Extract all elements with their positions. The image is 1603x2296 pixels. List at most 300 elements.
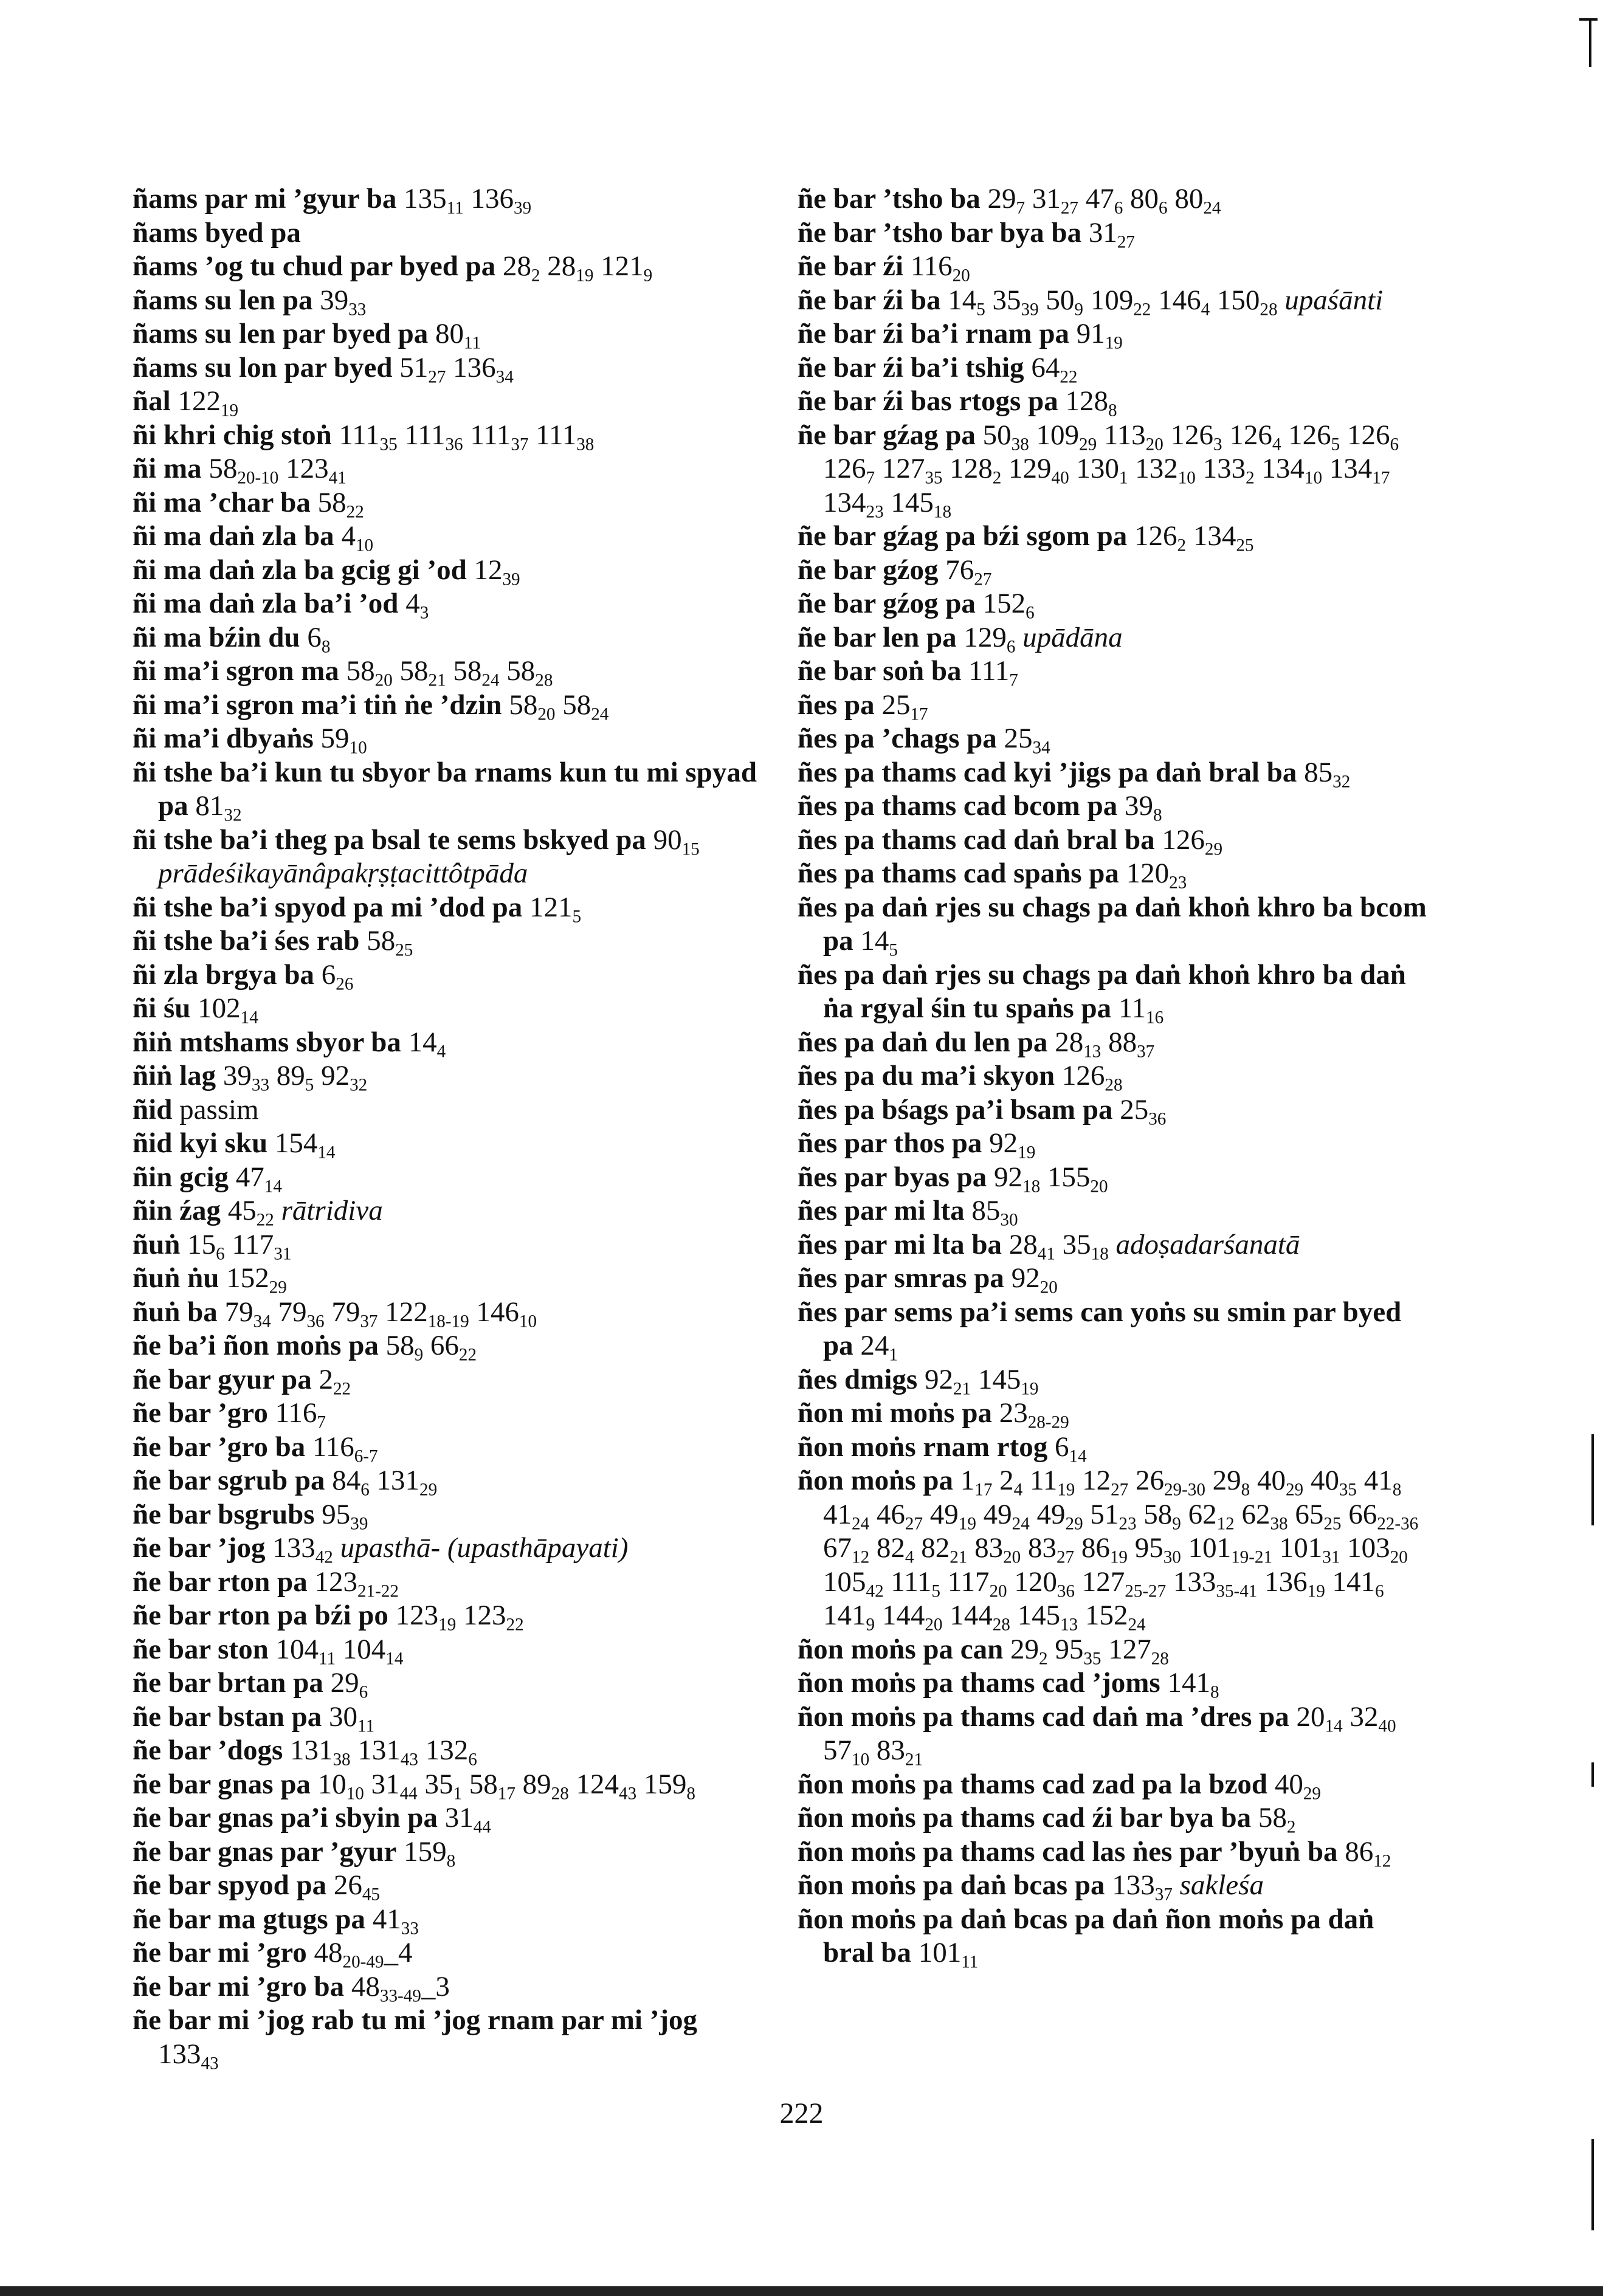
entry-headword: ñams par mi ’gyur ba <box>133 183 397 215</box>
entry-headword: ñes pa bśags pa’i bsam pa <box>798 1093 1113 1126</box>
index-entry <box>798 1194 1430 1228</box>
index-entry <box>133 689 765 723</box>
page-number: 222 <box>779 2097 824 2129</box>
index-entry <box>798 891 1430 958</box>
entry-references: $45_{22}$ <box>227 1195 274 1230</box>
entry-headword: ñiṅ lag <box>133 1060 216 1091</box>
entry-references: $92_{21}$ $145_{19}$ <box>924 1363 1039 1398</box>
index-entry <box>133 1464 765 1498</box>
entry-references: $85_{30}$ <box>971 1195 1018 1230</box>
entry-headword: ñuṅ ba <box>133 1296 218 1328</box>
entry-references: $59_{10}$ <box>320 723 367 758</box>
entry-headword: ñon moṅs pa daṅ bcas pa daṅ ñon moṅs pa daṅ bral ba <box>798 1903 1374 1968</box>
entry-headword: ñuṅ ṅu <box>133 1262 219 1294</box>
entry-references: $116_{20}$ <box>910 250 970 286</box>
index-entry <box>798 621 1430 655</box>
index-entry <box>798 655 1430 689</box>
index-entry <box>798 1835 1430 1869</box>
index-entry <box>133 756 765 823</box>
index-entry <box>798 554 1430 588</box>
entry-references: $152_6$ <box>982 588 1035 623</box>
entry-headword: ñe bar źi <box>798 250 904 282</box>
entry-references: $58_{20-10}$ $123_{41}$ <box>209 453 346 488</box>
entry-references: $14_4$ <box>408 1026 446 1061</box>
entry-references: $58_{20}$ $58_{21}$ $58_{24}$ $58_{28}$ <box>346 655 553 690</box>
entry-headword: ñi ma daṅ zla ba gcig gi ’od <box>133 554 467 586</box>
entry-headword: ñes pa thams cad bcom pa <box>798 790 1118 822</box>
index-entry <box>133 1633 765 1667</box>
entry-references: $25_{34}$ <box>1004 723 1050 758</box>
scan-mark-top-right <box>1589 18 1591 67</box>
entry-references: $111_7$ <box>968 655 1018 690</box>
index-entry <box>798 419 1430 520</box>
entry-headword: ñi tshe ba’i spyod pa mi ’dod pa <box>133 891 523 923</box>
entry-headword: ñes pa daṅ rjes su chags pa daṅ khoṅ khro ba daṅ ṅa rgyal śin tu spaṅs pa <box>798 958 1406 1024</box>
index-entry <box>133 1566 765 1600</box>
index-entry <box>798 1161 1430 1195</box>
entry-references: $76_{27}$ <box>945 554 992 589</box>
entry-sanskrit-gloss: upasthā- (upasthāpayati) <box>340 1532 629 1564</box>
entry-references: $28_{41}$ $35_{18}$ <box>1008 1228 1109 1263</box>
index-entry <box>133 823 765 891</box>
index-entry <box>798 1228 1430 1262</box>
entry-headword: ñe bar ’tsho bar bya ba <box>798 216 1082 249</box>
entry-headword: ñes par thos pa <box>798 1127 982 1159</box>
index-entry <box>798 317 1430 351</box>
index-entry <box>798 1700 1430 1768</box>
entry-references: $131_{38}$ $131_{43}$ $132_6$ <box>289 1734 477 1770</box>
index-entry <box>133 1397 765 1431</box>
entry-headword: ñi ma’i sgron ma’i tiṅ ṅe ’dzin <box>133 689 502 721</box>
entry-references: $101_{11}$ <box>918 1937 979 1972</box>
entry-headword: ñe bar źi bas rtogs pa <box>798 385 1058 417</box>
entry-references: $24_1$ <box>860 1330 898 1365</box>
index-entry <box>133 1700 765 1734</box>
entry-headword: ñes pa <box>798 689 875 721</box>
index-entry <box>133 1801 765 1835</box>
entry-headword: ñe bar źi ba’i rnam pa <box>798 318 1069 349</box>
index-entry <box>133 1262 765 1296</box>
entry-headword: ñi ma’i dbyaṅs <box>133 723 314 754</box>
index-entry <box>133 1734 765 1768</box>
entry-references: $123_{19}$ $123_{22}$ <box>395 1600 524 1635</box>
entry-headword: ñe bar gnas par ’gyur <box>133 1835 397 1868</box>
entry-references: $152_{29}$ <box>226 1262 287 1298</box>
entry-references: $86_{12}$ <box>1345 1835 1391 1871</box>
entry-references: $116_{6-7}$ <box>312 1431 378 1466</box>
entry-references: $4_3$ <box>405 588 429 623</box>
index-entry <box>798 1262 1430 1296</box>
entry-headword: ñi tshe ba’i kun tu sbyor ba rnams kun tu mi spyad pa <box>133 756 757 822</box>
entry-headword: ñes pa daṅ du len pa <box>798 1026 1048 1058</box>
entry-references: $133_{37}$ <box>1112 1869 1173 1905</box>
index-entry <box>798 789 1430 823</box>
entry-headword: ñes pa du ma’i skyon <box>798 1060 1055 1091</box>
entry-headword: ñi khri chig stoṅ <box>133 419 332 451</box>
entry-references: $135_{11}$ $136_{39}$ <box>404 183 532 218</box>
index-entry <box>798 823 1430 858</box>
index-entry <box>798 1768 1430 1802</box>
index-entry <box>133 520 765 554</box>
entry-references: $116_7$ <box>275 1397 326 1432</box>
entry-headword: ñe bar soṅ ba <box>798 655 962 687</box>
index-entry <box>133 1936 765 1970</box>
entry-references: $122_{19}$ <box>178 385 239 421</box>
entry-headword: ñal <box>133 385 171 417</box>
entry-headword: ñe bar mi ’jog rab tu mi ’jog rnam par mi ’jog <box>133 2004 698 2036</box>
entry-headword: ñon moṅs pa <box>798 1465 953 1496</box>
entry-headword: ñe bar gnas pa’i sbyin pa <box>133 1802 438 1834</box>
index-entry <box>133 452 765 486</box>
index-entry <box>798 250 1430 284</box>
entry-references: $92_{18}$ $155_{20}$ <box>994 1161 1108 1196</box>
index-entry <box>798 1296 1430 1363</box>
entry-headword: ñon moṅs pa thams cad zad pa la bzod <box>798 1768 1268 1800</box>
entry-references: $90_{15}$ <box>653 823 700 859</box>
entry-references: $31_{44}$ <box>444 1802 491 1837</box>
entry-headword: ñe bar rton pa <box>133 1566 308 1598</box>
entry-references: $23_{28-29}$ <box>999 1397 1069 1432</box>
entry-headword: ñe bar gnas pa <box>133 1768 311 1800</box>
entry-references: $4_{10}$ <box>341 520 374 555</box>
entry-references: $25_{36}$ <box>1120 1093 1167 1129</box>
index-entry <box>798 385 1430 419</box>
index-entry <box>798 857 1430 891</box>
index-entry <box>798 1363 1430 1397</box>
entry-references: $48_{33-49}\_3$ <box>351 1970 450 2006</box>
index-entry <box>133 924 765 958</box>
index-entry <box>133 1498 765 1532</box>
entry-references: $31_{27}$ <box>1088 216 1135 252</box>
index-entry <box>133 1228 765 1262</box>
entry-references: $85_{32}$ <box>1304 756 1351 791</box>
entry-sanskrit-gloss: adoṣadarśanatā <box>1115 1228 1300 1260</box>
entry-references: $154_{14}$ <box>274 1127 336 1163</box>
entry-references: $6_8$ <box>307 621 331 656</box>
entry-headword: ñi ma <box>133 453 202 484</box>
entry-headword: ñon moṅs pa thams cad las ṅes par ’byuṅ ba <box>798 1835 1338 1868</box>
entry-headword: ñin gcig <box>133 1161 229 1193</box>
index-entry <box>798 216 1430 250</box>
index-entry <box>798 1633 1430 1667</box>
entry-references: $95_{39}$ <box>322 1498 368 1533</box>
entry-headword: ñes pa thams cad kyi ’jigs pa daṅ bral ba <box>798 756 1297 788</box>
entry-references: $30_{11}$ <box>329 1700 375 1736</box>
entry-sanskrit-gloss: upaśānti <box>1284 284 1384 316</box>
index-entry <box>133 250 765 284</box>
entry-references: $6_{14}$ <box>1055 1431 1087 1466</box>
index-entry <box>133 992 765 1026</box>
entry-sanskrit-gloss: prādeśikayānâpakṛṣṭacittôtpāda <box>158 858 528 889</box>
entry-headword: ñams byed pa <box>133 216 301 249</box>
entry-headword: ñes par mi lta <box>798 1195 965 1226</box>
entry-headword: ñon moṅs rnam rtog <box>798 1431 1048 1463</box>
index-entry <box>798 1059 1430 1093</box>
entry-headword: ñams ’og tu chud par byed pa <box>133 250 496 282</box>
index-entry <box>133 2004 765 2071</box>
index-entry <box>133 1161 765 1195</box>
entry-references: $1_{17}$ $2_4$ $11_{19}$ $12_{27}$ $26_{29-30}$ $29_8$ $40_{29}$ $40_{35}$ $41_8$ $41_{24}$ $46_{27}$ $49_{19}$ $49_{24}$ $49_{29}$ $51_{23}$ $58_9$ $62_{12}$ $62_{38}$ $65_{25}$ $66_{22-36}$ $67_{12}$ $82_4$ $82_{21}$ $83_{20}$ $83_{27}$ $86_{19}$ $95_{30}$ $101_{19-21}$ $101_{31}$ $103_{20}$ $105_{42}$ $111_5$ $117_{20}$ $120_{36}$ $127_{25-27}$ $133_{35-41}$ $136_{19}$ $141_6$ $141_9$ $144_{20}$ $144_{28}$ $145_{13}$ $152_{24}$ <box>823 1465 1419 1635</box>
entry-references: $10_{10}$ $31_{44}$ $35_1$ $58_{17}$ $89_{28}$ $124_{43}$ $159_8$ <box>317 1768 695 1803</box>
index-entry <box>133 1363 765 1397</box>
entry-references: $47_{14}$ <box>235 1161 282 1196</box>
entry-references: $129_6$ <box>964 621 1016 656</box>
index-entry <box>133 1970 765 2004</box>
entry-references: $25_{17}$ <box>881 689 928 724</box>
entry-references: $48_{20-49}\_4$ <box>314 1937 413 1972</box>
entry-references: $58_{25}$ <box>367 925 413 960</box>
index-entry <box>133 587 765 621</box>
entry-headword: ñe bar sgrub pa <box>133 1465 325 1496</box>
entry-headword: ñe bar brtan pa <box>133 1667 323 1699</box>
entry-headword: ñe bar gźag pa <box>798 419 976 451</box>
index-column-left <box>133 182 765 2071</box>
entry-headword: ñe bar spyod pa <box>133 1869 327 1901</box>
entry-references: $58_2$ <box>1258 1802 1296 1837</box>
index-entry <box>133 621 765 655</box>
entry-headword: ñe bar ’gro ba <box>133 1431 306 1463</box>
entry-headword: ñes par byas pa <box>798 1161 987 1193</box>
entry-headword: ñin źag <box>133 1195 221 1226</box>
index-entry <box>133 554 765 588</box>
entry-headword: ñe bar gźag pa bźi sgom pa <box>798 520 1128 552</box>
entry-references: $50_{38}$ $109_{29}$ $113_{20}$ $126_3$ $126_4$ $126_5$ $126_6$ $126_7$ $127_{35}$ $128_2$ $129_{40}$ $130_1$ $132_{10}$ $133_2$ $134_{10}$ $134_{17}$ $134_{23}$ $145_{18}$ <box>823 419 1399 521</box>
entry-headword: ñe bar gyur pa <box>133 1363 312 1395</box>
index-entry <box>133 722 765 756</box>
index-entry <box>798 1127 1430 1161</box>
scan-mark-right-2 <box>1591 1762 1594 1787</box>
entry-headword: ñams su lon par byed <box>133 351 393 383</box>
entry-headword: ñe bar ston <box>133 1633 269 1665</box>
entry-references: $26_{45}$ <box>333 1869 380 1905</box>
entry-headword: ñi tshe ba’i theg pa bsal te sems bskyed pa <box>133 823 646 856</box>
entry-references: $128_8$ <box>1065 385 1117 421</box>
entry-headword: ñe bar źi ba <box>798 284 941 316</box>
entry-references: $81_{32}$ <box>195 790 242 825</box>
entry-headword: ñe bar mi ’gro <box>133 1937 307 1968</box>
entry-headword: ñe ba’i ñon moṅs pa <box>133 1330 379 1361</box>
entry-references: $14_5$ $35_{39}$ $50_9$ $109_{22}$ $146_4$ $150_{28}$ <box>948 284 1278 319</box>
index-entry <box>133 891 765 925</box>
entry-references: $104_{11}$ $104_{14}$ <box>275 1633 404 1668</box>
entry-references: $126_2$ $134_{25}$ <box>1134 520 1254 555</box>
entry-headword: ñon moṅs pa daṅ bcas pa <box>798 1869 1105 1901</box>
entry-references: $29_2$ $95_{35}$ $127_{28}$ <box>1010 1633 1169 1668</box>
entry-headword: ñi tshe ba’i śes rab <box>133 925 360 957</box>
entry-references: $58_9$ $66_{22}$ <box>385 1330 477 1365</box>
index-entry <box>133 1431 765 1465</box>
entry-references: $159_8$ <box>404 1835 456 1871</box>
index-column-right <box>798 182 1430 1970</box>
entry-headword: ñiṅ mtshams sbyor ba <box>133 1026 401 1058</box>
index-entry <box>133 1059 765 1093</box>
entry-references: $121_5$ <box>529 891 582 926</box>
entry-references: $41_{33}$ <box>372 1903 419 1938</box>
entry-references: $6_{26}$ <box>321 958 354 994</box>
entry-references: $58_{20}$ $58_{24}$ <box>509 689 609 724</box>
entry-headword: ñe bar gźog <box>798 554 939 586</box>
entry-references: $29_7$ $31_{27}$ $47_6$ $80_6$ $80_{24}$ <box>987 183 1221 218</box>
entry-headword: ñe bar ’gro <box>133 1397 268 1429</box>
entry-references: $28_2$ $28_{19}$ $121_9$ <box>502 250 653 286</box>
entry-references: $133_{43}$ <box>158 2038 219 2073</box>
entry-sanskrit-gloss: rātridiva <box>281 1195 383 1226</box>
entry-references: $111_{35}$ $111_{36}$ $111_{37}$ $111_{38}$ <box>339 419 595 454</box>
entry-references: $29_6$ <box>330 1667 368 1702</box>
scan-mark-right-1 <box>1591 1434 1594 1525</box>
index-entry <box>798 1397 1430 1431</box>
entry-headword: ñes par smras pa <box>798 1262 1004 1294</box>
entry-references: $102_{14}$ <box>198 992 258 1028</box>
index-entry <box>798 722 1430 756</box>
index-entry <box>133 419 765 453</box>
index-entry <box>133 1768 765 1802</box>
entry-references: $40_{29}$ <box>1274 1768 1321 1803</box>
entry-headword: ñi zla brgya ba <box>133 958 315 991</box>
entry-sanskrit-gloss: upādāna <box>1022 621 1123 653</box>
entry-references: $12_{39}$ <box>474 554 520 589</box>
index-entry <box>798 958 1430 1026</box>
entry-references: $64_{22}$ <box>1031 351 1078 387</box>
index-entry <box>133 351 765 385</box>
entry-headword: ñe bar ma gtugs pa <box>133 1903 366 1935</box>
entry-references: $11_{16}$ <box>1118 992 1164 1028</box>
entry-headword: ñi ma’i sgron ma <box>133 655 339 687</box>
index-entry <box>798 520 1430 554</box>
index-entry <box>133 385 765 419</box>
index-entry <box>798 756 1430 790</box>
index-entry <box>133 1531 765 1566</box>
entry-references: $120_{23}$ <box>1126 858 1187 893</box>
index-entry <box>798 284 1430 318</box>
entry-references: $133_{42}$ <box>272 1532 333 1567</box>
index-entry <box>133 317 765 351</box>
entry-references: $123_{21-22}$ <box>314 1566 399 1601</box>
entry-headword: ñuṅ <box>133 1228 181 1260</box>
index-entry <box>133 182 765 216</box>
index-entry <box>798 1666 1430 1700</box>
index-entry <box>133 1869 765 1903</box>
scan-mark-right-3 <box>1591 2139 1594 2230</box>
index-entry <box>798 1431 1430 1465</box>
index-entry <box>133 1903 765 1937</box>
entry-headword: ñe bar ’dogs <box>133 1734 283 1766</box>
index-entry <box>133 1194 765 1228</box>
scan-bottom-edge <box>0 2286 1603 2296</box>
index-entry <box>798 689 1430 723</box>
index-entry <box>133 1127 765 1161</box>
index-entry <box>133 1835 765 1869</box>
entry-references: passim <box>179 1093 259 1126</box>
entry-references: $126_{28}$ <box>1061 1060 1123 1095</box>
index-entry <box>133 1599 765 1633</box>
entry-headword: ñi ma daṅ zla ba <box>133 520 334 552</box>
entry-headword: ñes pa ’chags pa <box>798 723 997 754</box>
entry-references: $80_{11}$ <box>435 318 481 353</box>
entry-headword: ñes par sems pa’i sems can yoṅs su smin par byed pa <box>798 1296 1402 1361</box>
entry-headword: ñams su len par byed pa <box>133 318 429 349</box>
entry-references: $126_{29}$ <box>1162 823 1223 859</box>
index-entry <box>133 1093 765 1127</box>
index-entry <box>133 958 765 992</box>
entry-references: $15_6$ $117_{31}$ <box>187 1228 292 1263</box>
entry-references: $58_{22}$ <box>317 486 364 521</box>
entry-headword: ñe bar gźog pa <box>798 588 976 619</box>
entry-headword: ñon moṅs pa thams cad daṅ ma ’dres pa <box>798 1700 1289 1733</box>
entry-references: $39_8$ <box>1124 790 1162 825</box>
index-entry <box>798 1026 1430 1060</box>
entry-references: $51_{27}$ $136_{34}$ <box>399 351 514 387</box>
index-entry <box>798 1903 1430 1970</box>
entry-references: $28_{13}$ $88_{37}$ <box>1055 1026 1155 1061</box>
index-entry <box>133 1666 765 1700</box>
entry-headword: ñe bar rton pa bźi po <box>133 1600 388 1631</box>
index-entry <box>798 1093 1430 1127</box>
index-entry <box>798 1801 1430 1835</box>
entry-headword: ñes pa daṅ rjes su chags pa daṅ khoṅ khro ba bcom pa <box>798 891 1427 957</box>
entry-references: $39_{33}$ <box>320 284 367 319</box>
index-entry <box>133 216 765 250</box>
index-entry <box>133 284 765 318</box>
entry-headword: ñe bar mi ’gro ba <box>133 1970 345 2002</box>
entry-headword: ñe bar źi ba’i tshig <box>798 351 1024 383</box>
entry-headword: ñid kyi sku <box>133 1127 268 1159</box>
entry-headword: ñes dmigs <box>798 1363 918 1395</box>
entry-references: $2_{22}$ <box>319 1363 351 1398</box>
entry-headword: ñe bar ’tsho ba <box>798 183 981 215</box>
index-entry <box>798 182 1430 216</box>
scan-mark-top-right-bar <box>1579 18 1598 21</box>
entry-headword: ñes pa thams cad spaṅs pa <box>798 858 1119 889</box>
entry-headword: ñi ma ’char ba <box>133 486 311 518</box>
entry-headword: ñon moṅs pa thams cad źi bar bya ba <box>798 1802 1252 1834</box>
entry-references: $91_{19}$ <box>1076 318 1123 353</box>
entry-headword: ñon moṅs pa can <box>798 1633 1004 1665</box>
entry-references: $92_{19}$ <box>989 1127 1036 1163</box>
entry-references: $141_8$ <box>1167 1667 1219 1702</box>
entry-headword: ñes pa thams cad daṅ bral ba <box>798 823 1155 856</box>
entry-headword: ñe bar len pa <box>798 621 957 653</box>
entry-sanskrit-gloss: sakleśa <box>1179 1869 1264 1901</box>
entry-headword: ñams su len pa <box>133 284 313 316</box>
index-entry <box>798 587 1430 621</box>
entry-headword: ñon moṅs pa thams cad ’joms <box>798 1667 1160 1699</box>
index-entry <box>798 1464 1430 1633</box>
index-entry <box>798 351 1430 385</box>
entry-references: $79_{34}$ $79_{36}$ $79_{37}$ $122_{18-19}$ $146_{10}$ <box>224 1296 537 1331</box>
entry-references: $92_{20}$ <box>1011 1262 1058 1298</box>
index-entry <box>798 1869 1430 1903</box>
entry-headword: ñi śu <box>133 992 191 1024</box>
entry-references: $14_5$ <box>860 925 898 960</box>
index-entry <box>133 1296 765 1330</box>
entry-headword: ñi ma bźin du <box>133 621 300 653</box>
entry-headword: ñon mi moṅs pa <box>798 1397 992 1429</box>
index-entry <box>133 486 765 520</box>
entry-headword: ñes par mi lta ba <box>798 1228 1002 1260</box>
entry-references: $20_{14}$ $32_{40}$ $57_{10}$ $83_{21}$ <box>823 1700 1396 1770</box>
index-entry <box>133 1329 765 1363</box>
entry-headword: ñid <box>133 1093 173 1126</box>
index-entry <box>133 1026 765 1060</box>
index-entry <box>133 655 765 689</box>
entry-headword: ñi ma daṅ zla ba’i ’od <box>133 588 399 619</box>
entry-headword: ñe bar bstan pa <box>133 1700 322 1733</box>
entry-references: $39_{33}$ $89_5$ $92_{32}$ <box>222 1060 368 1095</box>
entry-headword: ñe bar ’jog <box>133 1532 266 1564</box>
entry-headword: ñe bar bsgrubs <box>133 1498 315 1530</box>
entry-references: $84_6$ $131_{29}$ <box>332 1465 438 1500</box>
